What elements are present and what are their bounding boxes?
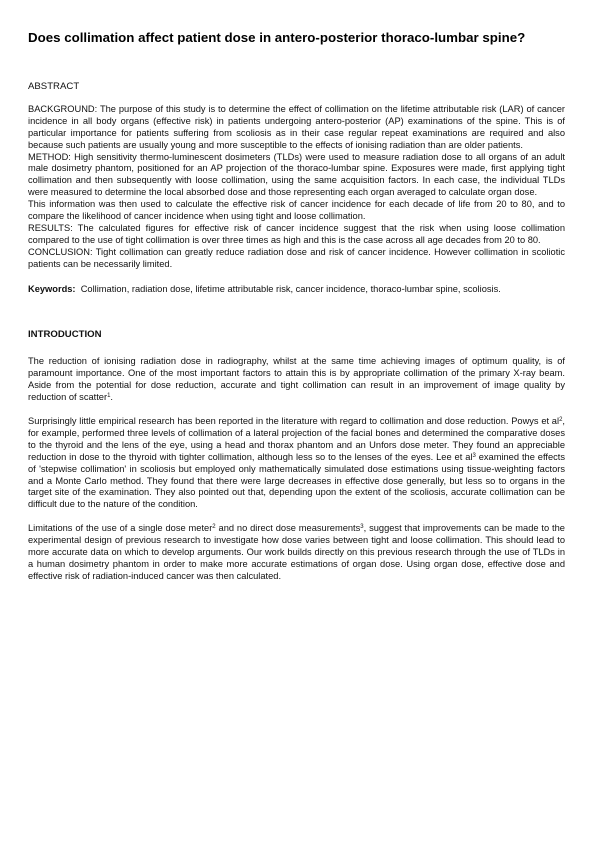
abstract-method: METHOD: High sensitivity thermo-luminescent dosimeters (TLDs) were used to measure radiation dose to all organs of an adult male dosimetry phantom, positioned for an AP projection of the thoraco-lumbar spine. Exposures were made, first applying tight collimation and then subsequently with loose collimation, using the same acquisition factors. In each case, the individual TLDs were measured to determine the local absorbed dose and those representing each organ averaged to calculate organ dose. <box>28 151 565 198</box>
intro-p3-text-b: and no direct dose measurements <box>215 523 361 534</box>
intro-p2-text-b: , for example, performed three levels of collimation of a lateral projection of the facial bones and determined the comparative doses to the thyroid and the lens of the eye, using a head and thorax phantom and an Unfors dose meter. They found an appreciable reduction in dose to the thyroid with tighter collimation, although less so to the lenses of the eyes. Lee et al <box>28 416 565 462</box>
keywords-label: Keywords: <box>28 283 76 294</box>
citation-3: 3 <box>472 452 476 459</box>
abstract-heading: ABSTRACT <box>28 81 80 92</box>
intro-p1-text: The reduction of ionising radiation dose in radiography, whilst at the same time achieving images of optimum quality, is of paramount importance. One of the most important factors to attain this is by appropriate collimation of the primary X-ray beam. Aside from the potential for dose reduction, accurate and tight collimation can result in an improvement of image quality by reduction of scatter <box>28 356 565 403</box>
keywords-line <box>28 284 565 296</box>
keywords-text: Collimation, radiation dose, lifetime attributable risk, cancer incidence, thoraco-lumbar spine, scoliosis. <box>80 283 501 294</box>
intro-p2-text-c: examined the effects of 'stepwise collimation' in scoliosis but employed only mathematically simulated dose estimations using tissue-weighting factors and a Monte Carlo method. They found that there were large decreases in effective dose generally, but less so to organs in the target site of the examination. They also pointed out that, depending upon the extent of the scoliosis, accurate collimation can be difficult due to the nature of the condition. <box>28 451 566 510</box>
abstract-background: BACKGROUND: The purpose of this study is to determine the effect of collimation on the lifetime attributable risk (LAR) of cancer incidence in all body organs (effective risk) in patients undergoing antero-posterior (AP) examinations of the spine. This is of particular importance for patients suffering from scoliosis as in their case regular repeat examinations are required and also because such patients are usually young and more susceptible to the effects of ionising radiation than are older patients. <box>28 103 565 150</box>
citation-2: 2 <box>559 417 563 424</box>
introduction-paragraph-3 <box>28 523 565 583</box>
introduction-paragraph-2 <box>28 416 565 511</box>
intro-p2-text-a: Surprisingly little empirical research has been reported in the literature with regard to collimation and dose reduction. Powys et al <box>28 416 560 427</box>
abstract-body <box>28 104 565 271</box>
citation-3b: 3 <box>360 524 364 531</box>
abstract-conclusion: CONCLUSION: Tight collimation can greatly reduce radiation dose and risk of cancer incidence. However collimation in scoliotic patients can be necessarily limited. <box>28 246 565 269</box>
citation-1: 1 <box>107 393 111 400</box>
intro-p1-end: . <box>110 392 114 403</box>
citation-2b: 2 <box>212 524 216 531</box>
introduction-heading: INTRODUCTION <box>28 328 102 340</box>
introduction-paragraph-1 <box>28 356 565 404</box>
paper-title: Does collimation affect patient dose in antero-posterior thoraco-lumbar spine? <box>28 30 526 45</box>
intro-p3-text-a: Limitations of the use of a single dose meter <box>28 523 213 534</box>
abstract-method-continued: This information was then used to calculate the effective risk of cancer incidence for each decade of life from 20 to 80, and to compare the likelihood of cancer incidence when using tight and loose collimation. <box>28 199 565 222</box>
intro-p3-text-c: , suggest that improvements can be made to the experimental design of previous research to investigate how dose varies between tight and loose collimation. This should lead to more accurate data on which to develop arguments. Our work builds directly on this previous research through the use of TLDs in a human dosimetry phantom in order to make more accurate estimations of organ dose. Using organ dose, effective dose and effective risk of radiation-induced cancer was then calculated. <box>28 523 565 581</box>
abstract-results: RESULTS: The calculated figures for effective risk of cancer incidence suggest that the risk when using loose collimation compared to the use of tight collimation is over three times as high and this is the case across all age decades from 20 to 80. <box>28 222 565 245</box>
